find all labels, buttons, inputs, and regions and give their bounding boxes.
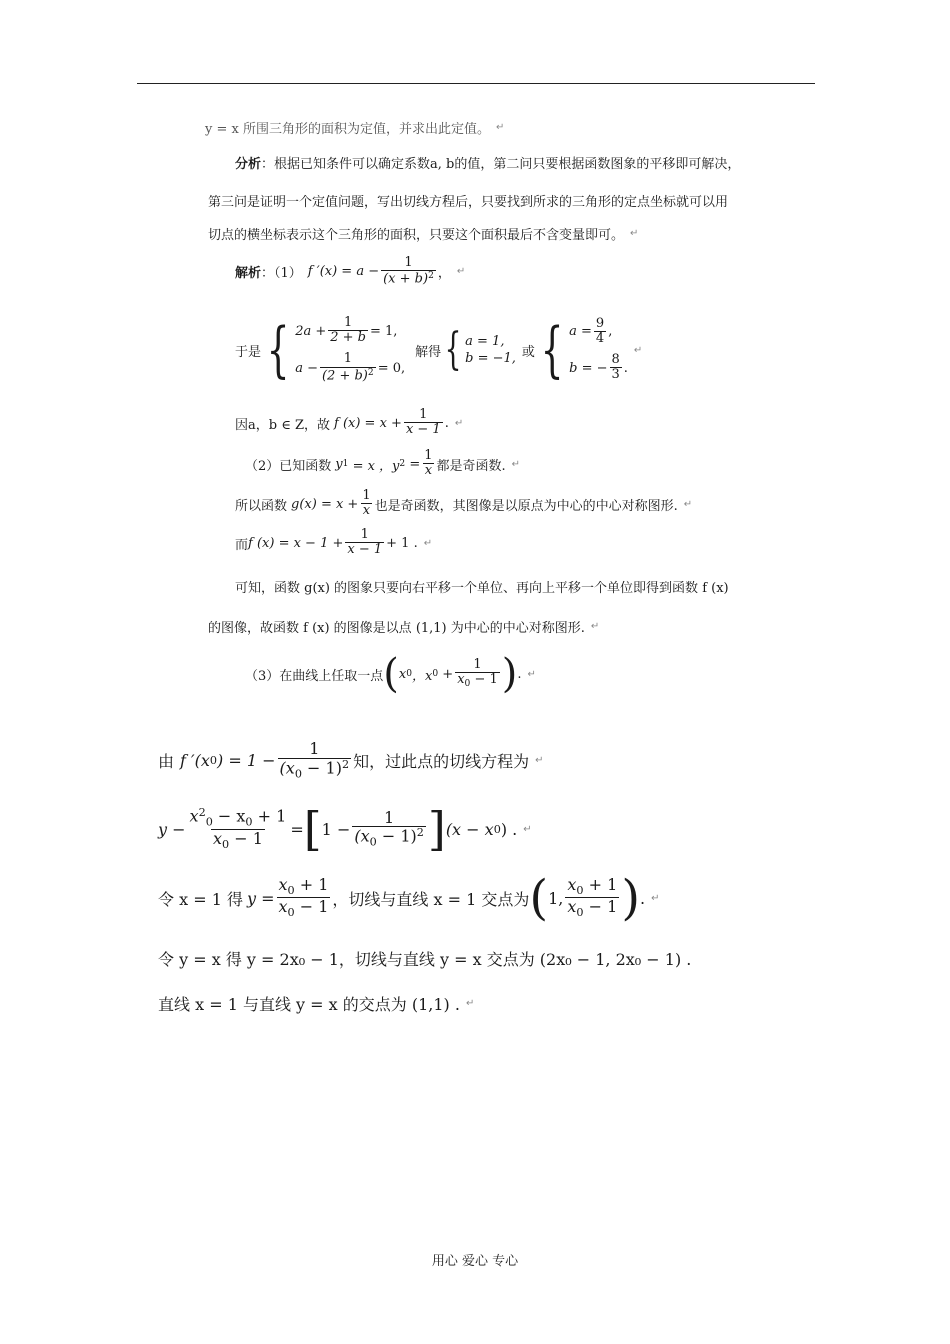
known-2: 的图像，故函数 f (x) 的图像是以点 (1,1) 为中心的中心对称图形. xyxy=(208,621,585,636)
let1-prefix: 令 x = 1 得 xyxy=(158,889,243,909)
sys-or: 或 xyxy=(521,344,535,360)
because-line: 因a，b ∈ Z，故 f (x) = x + $\frac{1}{x - 1}$ . ↵ xyxy=(235,407,464,438)
paragraph-mark: ↵ xyxy=(683,498,693,510)
paragraph-mark: ↵ xyxy=(423,537,433,549)
text-line-top xyxy=(205,118,504,137)
part2-text: （2）已知函数 xyxy=(245,458,332,474)
fraction: $\frac{1}{(x + b)^2}$ xyxy=(383,255,434,287)
paragraph-mark: ↵ xyxy=(495,122,505,133)
paragraph-mark: ↵ xyxy=(651,892,660,904)
part2-tail: 都是奇函数. xyxy=(436,458,506,474)
analysis-text-3: 切点的横坐标表示这个三角形的面积，只要这个面积最后不含变量即可。 xyxy=(208,228,625,243)
let1-line: 令 x = 1 得 y = $\frac{x_0 + 1}{x_0 - 1}$ ，切线与直线 x = 1 交点为 ( 1, $\frac{x_0 + 1}{x_0 - 1}$ ) . ↵ xyxy=(158,870,660,926)
paragraph-mark: ↵ xyxy=(630,228,639,239)
and-f: 而 xyxy=(235,537,249,553)
analysis-line-2 xyxy=(208,191,728,210)
let2-line xyxy=(158,947,691,970)
sol1-prefix: ：（1） xyxy=(261,266,302,282)
paragraph-mark: ↵ xyxy=(535,754,544,766)
last: 直线 x = 1 与直线 y = x 的交点为 (1,1) . xyxy=(158,995,460,1014)
by-prefix: 由 xyxy=(158,751,175,771)
colon: ： xyxy=(261,157,275,172)
part3-line: （3）在曲线上任取一点 ( x 0 ，x 0 + $\frac{1}{x_0 - 1}$ ) . ↵ xyxy=(245,651,536,697)
solution-line-1: 解析 ：（1） f ′(x) = a − $\frac{1}{(x + b)^2}$ ， ↵ xyxy=(235,255,466,287)
analysis-line-3 xyxy=(208,224,638,243)
analysis-text-1: 根据已知条件可以确定系数a, b的值，第二问只要根据函数图象的平移即可解决， xyxy=(274,157,741,172)
so-func-line: 所以函数 g(x) = x + $\frac{1}{x}$ 也是奇函数，其图像是以原点为中心的中心对称图形. ↵ xyxy=(235,488,693,519)
by-line: 由 f ′(x 0 ) = 1 − $\frac{1}{(x_0 - 1)^2}$ 知，过此点的切线方程为 ↵ xyxy=(158,739,544,781)
header-rule xyxy=(137,83,815,84)
analysis-text-2: 第三问是证明一个定值问题，写出切线方程后，只要找到所求的三角形的定点坐标就可以用 xyxy=(208,195,729,210)
solution-label: 解析 xyxy=(235,266,262,282)
analysis-label: 分析 xyxy=(235,157,262,172)
system-3: a = $\frac{9}{4}$ , b = − $\frac{8}{3}$ . xyxy=(569,315,628,383)
so-func-tail: 也是奇函数，其图像是以原点为中心的中心对称图形. xyxy=(374,498,678,514)
system-1: 2a + $\frac{1}{2 + b}$ = 1, a − $\frac{1}{(2 + b)^2}$ = 0, xyxy=(295,315,406,384)
analysis-line-1 xyxy=(235,153,740,172)
paragraph-mark: ↵ xyxy=(454,417,464,429)
left-brace: { xyxy=(540,315,564,385)
last-line xyxy=(158,992,474,1015)
known-line-2 xyxy=(208,617,599,636)
part3-text: （3）在曲线上任取一点 xyxy=(245,668,384,684)
let1-mid: ，切线与直线 x = 1 交点为 xyxy=(332,889,530,909)
left-brace: { xyxy=(444,324,462,375)
known-1: 可知，函数 g(x) 的图象只要向右平移一个单位、再向上平移一个单位即得到函数 f (x) xyxy=(235,581,729,596)
left-brace: { xyxy=(266,315,290,385)
paragraph-mark: ↵ xyxy=(465,998,475,1009)
and-f-line: 而 f (x) = x − 1 + $\frac{1}{x - 1}$ + 1 . ↵ xyxy=(235,527,433,558)
paragraph-mark: ↵ xyxy=(527,668,536,680)
sys-prefix: 于是 xyxy=(235,344,262,360)
tangent-equation: y − $\frac{x^2_0 - x_0 + 1}{x_0 - 1}$ = [ 1 − $\frac{1}{(x_0 - 1)^2}$ ] (x − x 0 ) . ↵ xyxy=(158,802,532,856)
known-line-1 xyxy=(235,577,729,596)
by-suffix: 知，过此点的切线方程为 xyxy=(353,751,530,771)
sys-mid: 解得 xyxy=(415,344,442,360)
paragraph-mark: ↵ xyxy=(511,458,521,470)
paragraph-mark: ↵ xyxy=(456,266,466,278)
let2: 令 y = x 得 y = 2x₀ − 1，切线与直线 y = x 交点为 (2x₀ − 1, 2x₀ − 1) . xyxy=(158,950,692,969)
formula-fprime: f ′(x) = a − xyxy=(307,264,380,280)
paragraph-mark: ↵ xyxy=(633,344,643,356)
top-line: y = x 所围三角形的面积为定值，并求出此定值。 xyxy=(205,122,490,137)
part2-line: （2）已知函数 y 1 = x ，y 2 = $\frac{1}{x}$ 都是奇函数. ↵ xyxy=(245,448,521,479)
system-2: a = 1, b = −1, xyxy=(465,334,516,366)
paragraph-mark: ↵ xyxy=(523,823,532,835)
page-footer: 用心 爱心 专心 xyxy=(431,1254,519,1269)
because-text: 因a，b ∈ Z，故 xyxy=(235,417,330,433)
so-func: 所以函数 xyxy=(235,498,288,514)
paragraph-mark: ↵ xyxy=(590,621,600,632)
system-line xyxy=(235,316,642,384)
